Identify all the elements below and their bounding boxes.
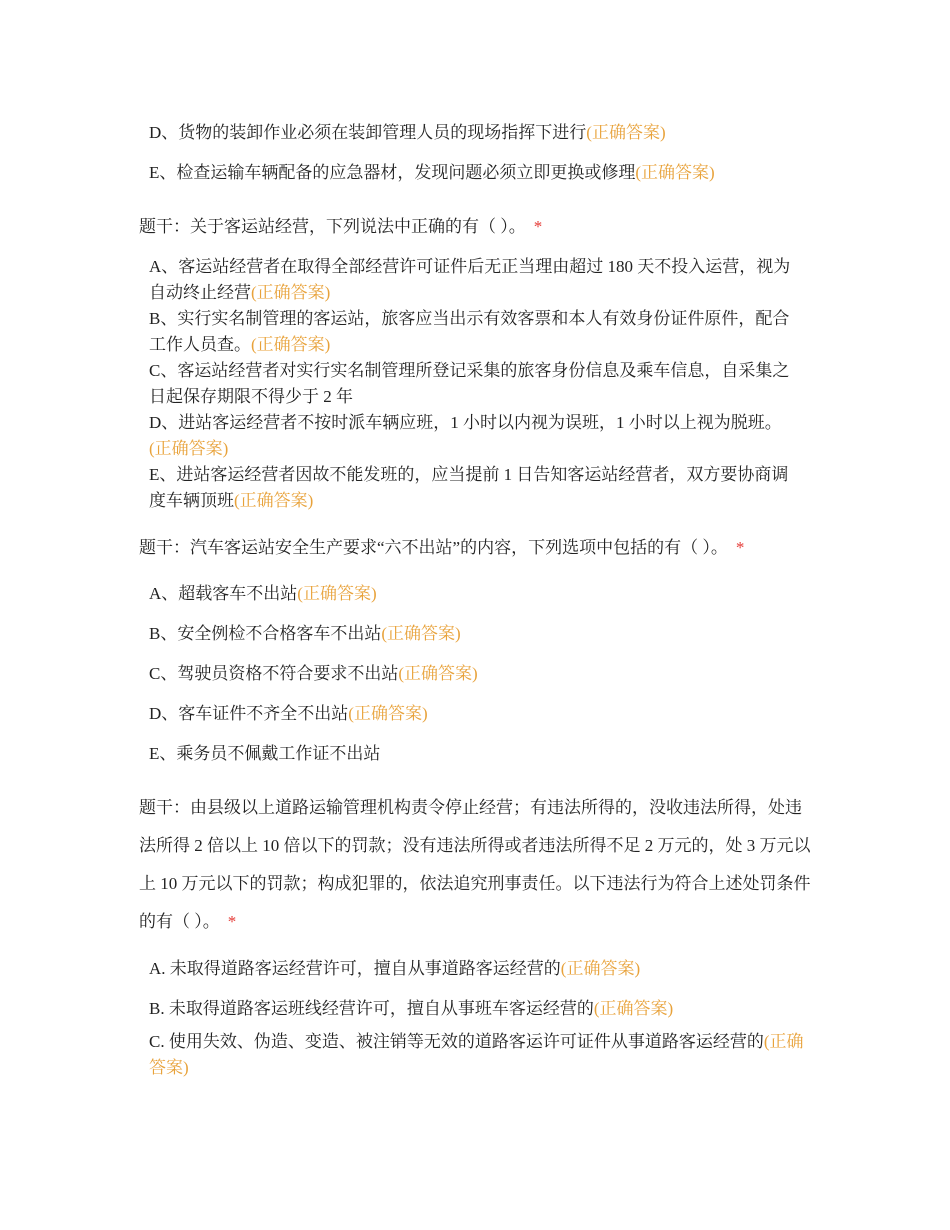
- q3-stem: 题干：由县级以上道路运输管理机构责令停止经营；有违法所得的，没收违法所得，处违法所得 2 倍以上 10 倍以下的罚款；没有违法所得或者违法所得不足 2 万元的，处 3 万元以上 10 万元以下的罚款；构成犯罪的，依法追究刑事责任。以下违法行为符合上述处罚条件的有（ ）。 *: [139, 798, 811, 931]
- correct-answer-tag: (正确答案): [560, 959, 641, 978]
- correct-answer-tag: (正确答案): [635, 163, 715, 182]
- correct-answer-tag: (正确答案): [251, 283, 331, 302]
- q1-option-a: A、客运站经营者在取得全部经营许可证件后无正当理由超过 180 天不投入运营，视为自动终止经营(正确答案): [149, 257, 791, 302]
- correct-answer-tag: (正确答案): [593, 999, 674, 1018]
- required-mark: *: [533, 217, 543, 236]
- q3-option-b: B. 未取得道路客运班线经营许可，擅自从事班车客运经营的(正确答案): [149, 999, 674, 1018]
- q2-option-e: E、乘务员不佩戴工作证不出站: [149, 744, 381, 763]
- correct-answer-tag: (正确答案): [297, 584, 377, 603]
- q0-option-e: E、检查运输车辆配备的应急器材，发现问题必须立即更换或修理(正确答案): [149, 163, 715, 182]
- q2-option-c: C、驾驶员资格不符合要求不出站(正确答案): [149, 664, 478, 683]
- q3-option-c: C. 使用失效、伪造、变造、被注销等无效的道路客运许可证件从事道路客运经营的(正确答案): [149, 1032, 804, 1077]
- correct-answer-tag: (正确答案): [398, 664, 478, 683]
- q1-option-e: E、进站客运经营者因故不能发班的，应当提前 1 日告知客运站经营者，双方要协商调度车辆顶班(正确答案): [149, 465, 789, 510]
- correct-answer-tag: (正确答案): [149, 439, 229, 458]
- correct-answer-tag: (正确答案): [348, 704, 428, 723]
- correct-answer-tag: (正确答案): [149, 1032, 804, 1077]
- q0-option-d: D、货物的装卸作业必须在装卸管理人员的现场指挥下进行(正确答案): [149, 123, 666, 142]
- q1-option-d: D、进站客运经营者不按时派车辆应班，1 小时以内视为误班，1 小时以上视为脱班。(正确答案): [149, 413, 782, 458]
- q1-option-c: C、客运站经营者对实行实名制管理所登记采集的旅客身份信息及乘车信息，自采集之日起保存期限不得少于 2 年: [149, 361, 790, 406]
- q2-stem: 题干：汽车客运站安全生产要求“六不出站”的内容，下列选项中包括的有（ ）。 *: [139, 538, 745, 557]
- q2-option-a: A、超载客车不出站(正确答案): [149, 584, 377, 603]
- correct-answer-tag: (正确答案): [251, 335, 331, 354]
- q1-option-b: B、实行实名制管理的客运站，旅客应当出示有效客票和本人有效身份证件原件，配合工作人员查。(正确答案): [149, 309, 790, 354]
- q3-option-a: A. 未取得道路客运经营许可，擅自从事道路客运经营的(正确答案): [149, 959, 641, 978]
- correct-answer-tag: (正确答案): [586, 123, 666, 142]
- correct-answer-tag: (正确答案): [381, 624, 461, 643]
- q2-option-d: D、客车证件不齐全不出站(正确答案): [149, 704, 428, 723]
- required-mark: *: [227, 912, 237, 931]
- correct-answer-tag: (正确答案): [234, 491, 314, 510]
- required-mark: *: [735, 538, 745, 557]
- q2-option-b: B、安全例检不合格客车不出站(正确答案): [149, 624, 461, 643]
- q1-stem: 题干：关于客运站经营，下列说法中正确的有（ ）。 *: [139, 217, 543, 236]
